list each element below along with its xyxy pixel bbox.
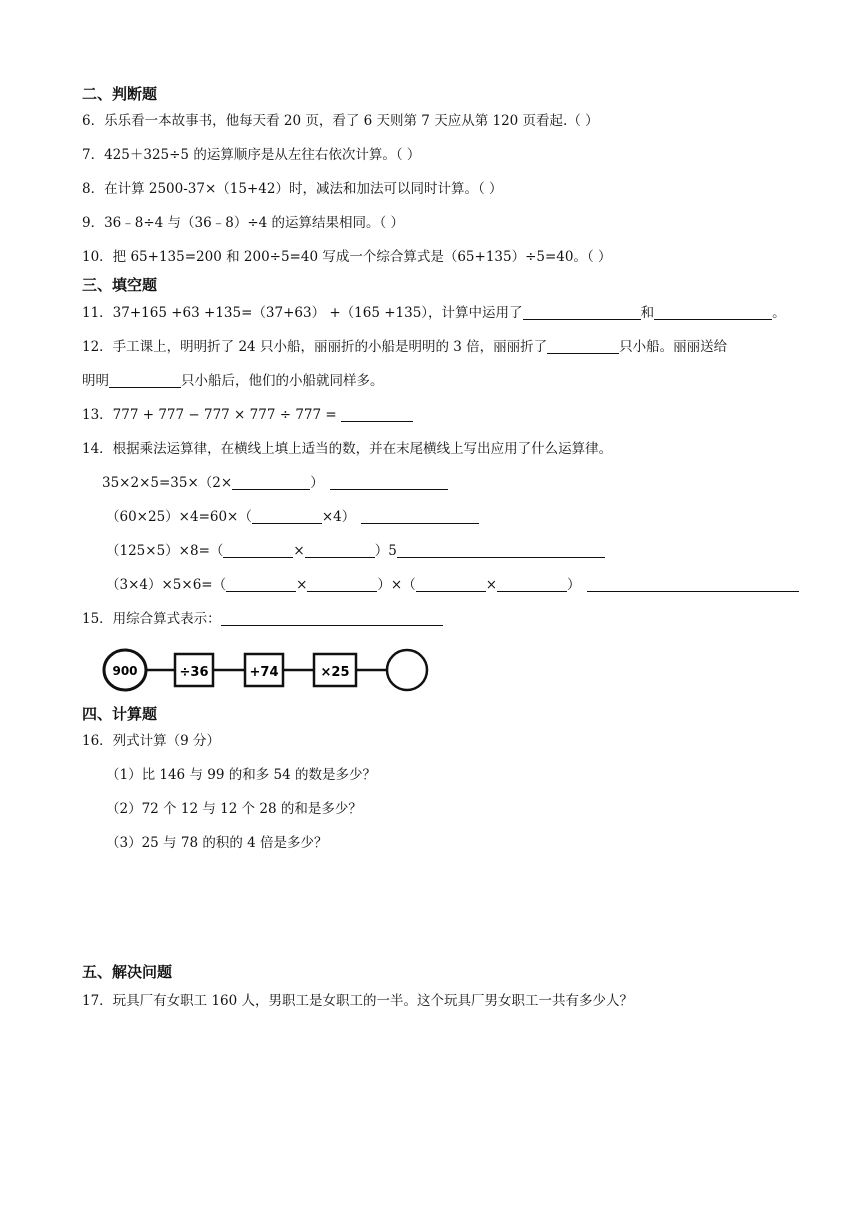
question-14-item-4 (106, 575, 799, 595)
law-blank[interactable] (397, 543, 605, 558)
q14-3-text-b: × (293, 543, 305, 559)
flow-start-value: 900 (112, 664, 138, 678)
section-title-problem-solving: 五、解决问题 (82, 963, 173, 981)
answer-blank[interactable] (523, 305, 641, 320)
question-14-item-3 (106, 541, 605, 561)
question-11 (82, 303, 786, 323)
section-title-fill-blank: 三、填空题 (82, 276, 158, 294)
flow-op-2: +74 (249, 665, 279, 680)
flow-circle-start (104, 650, 146, 690)
answer-blank[interactable] (305, 543, 375, 558)
answer-blank[interactable] (654, 305, 772, 320)
q14-3-text-c: ）5 (374, 543, 397, 559)
question-11-end: 。 (772, 305, 786, 321)
q14-1-text: 35×2×5=35×（2× (102, 475, 233, 491)
question-15-text: 15．用综合算式表示： (82, 611, 221, 627)
question-15 (82, 609, 443, 629)
question-14-item-1 (102, 473, 448, 493)
answer-blank[interactable] (109, 373, 181, 388)
q14-4-text-e: ） (567, 577, 581, 593)
question-12-line2 (82, 371, 384, 391)
q14-3-text: （125×5）×8=（ (106, 543, 224, 559)
answer-blank[interactable] (221, 611, 443, 626)
q14-4-text: （3×4）×5×6=（ (106, 577, 227, 593)
law-blank[interactable] (587, 577, 799, 592)
q14-4-text-c: ）×（ (377, 577, 416, 593)
flow-box-multiply (314, 654, 356, 686)
question-12-text: 12．手工课上，明明折了 24 只小船，丽丽折的小船是明明的 3 倍，丽丽折了 (82, 339, 548, 355)
question-13-text: 13．777 + 777 − 777 × 777 ÷ 777 = (82, 407, 337, 423)
section-title-judgment: 二、判断题 (82, 85, 158, 103)
q14-1-text-b: ） (310, 475, 324, 491)
answer-blank[interactable] (232, 475, 310, 490)
question-13 (82, 405, 413, 425)
q14-4-text-b: × (296, 577, 308, 593)
answer-blank[interactable] (497, 577, 567, 592)
question-12-text-d: 只小船后，他们的小船就同样多。 (181, 373, 384, 389)
flow-box-add (245, 654, 283, 686)
answer-blank[interactable] (547, 339, 619, 354)
q14-4-text-d: × (485, 577, 498, 593)
answer-blank[interactable] (226, 577, 296, 592)
answer-blank[interactable] (223, 543, 293, 558)
question-16-2: （2）72 个 12 与 12 个 28 的和是多少？ (106, 801, 362, 817)
question-16-3: （3）25 与 78 的积的 4 倍是多少？ (106, 835, 328, 851)
law-blank[interactable] (330, 475, 448, 490)
question-12-text-b: 只小船。丽丽送给 (619, 339, 728, 355)
question-10: 10．把 65+135=200 和 200÷5=40 写成一个综合算式是（65+135）÷5=40。（ ） (82, 249, 612, 265)
flow-circle-result[interactable] (387, 650, 427, 690)
flow-diagram (102, 646, 432, 696)
question-9: 9．36﹣8÷4 与（36﹣8）÷4 的运算结果相同。（ ） (82, 215, 405, 231)
answer-blank[interactable] (252, 509, 322, 524)
law-blank[interactable] (361, 509, 479, 524)
question-7: 7．425＋325÷5 的运算顺序是从左往右依次计算。（ ） (82, 147, 421, 163)
question-6: 6．乐乐看一本故事书，他每天看 20 页，看了 6 天则第 7 天应从第 120 页看起.（ ） (82, 113, 599, 129)
flow-box-divide (175, 654, 213, 686)
section-title-calculation: 四、计算题 (82, 705, 158, 723)
answer-blank[interactable] (416, 577, 486, 592)
question-14-item-2 (106, 507, 479, 527)
answer-blank[interactable] (341, 407, 413, 422)
answer-blank[interactable] (307, 577, 377, 592)
question-14: 14．根据乘法运算律，在横线上填上适当的数，并在末尾横线上写出应用了什么运算律。 (82, 441, 613, 457)
question-8: 8．在计算 2500-37×（15+42）时，减法和加法可以同时计算。（ ） (82, 181, 503, 197)
question-12-line1 (82, 337, 727, 357)
question-12-text-c: 明明 (82, 373, 109, 389)
q14-2-text-b: ×4） (321, 509, 356, 525)
question-11-and: 和 (640, 305, 655, 321)
question-16-1: （1）比 146 与 99 的和多 54 的数是多少？ (106, 767, 376, 783)
flow-op-3: ×25 (320, 665, 350, 680)
q14-2-text: （60×25）×4=60×（ (106, 509, 252, 525)
question-17: 17．玩具厂有女职工 160 人，男职工是女职工的一半。这个玩具厂男女职工一共有多少人？ (82, 993, 634, 1009)
question-11-text: 11．37+165 +63 +135=（37+63） +（165 +135），计算中运用了 (82, 305, 523, 321)
question-16: 16．列式计算（9 分） (82, 733, 221, 749)
flow-op-1: ÷36 (179, 665, 209, 680)
